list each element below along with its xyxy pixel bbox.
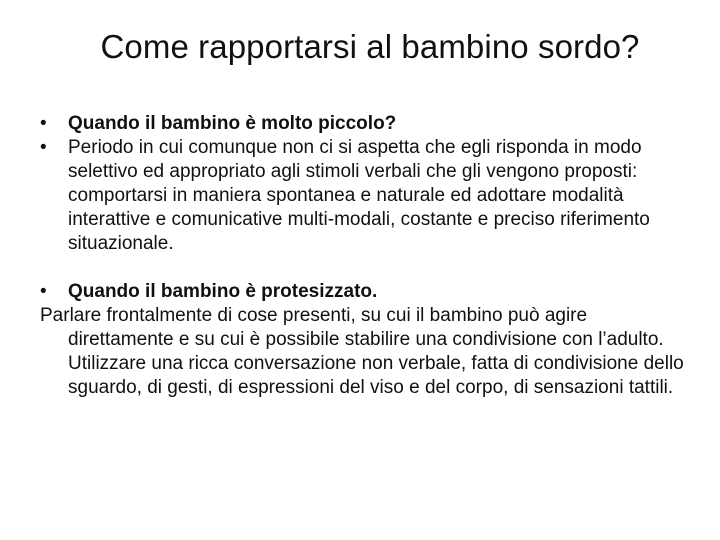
bullet-item-small-child	[40, 112, 690, 136]
bullet-text: Periodo in cui comunque non ci si aspetta che egli risponda in modo selettivo ed appropriato agli stimoli verbali che gli vengono proposti: comportarsi in maniera spontanea e naturale ed adottare modalità interattive e comunicative multi-modali, costante e preciso riferimento situazionale.	[68, 137, 650, 254]
bullet-item-prosthesis	[40, 280, 690, 304]
slide-title: Come rapportarsi al bambino sordo?	[100, 28, 640, 65]
bullet-item-period	[40, 136, 690, 256]
bullet-marker: •	[40, 281, 47, 302]
body-paragraph: Parlare frontalmente di cose presenti, su cui il bambino può agire direttamente e su cui è possibile stabilire una condivisione con l’adulto. Utilizzare una ricca conversazione non verbale, fatta di condivisione dello sguardo, di gesti, di espressioni del viso e del corpo, di sensazioni tattili.	[40, 305, 684, 398]
bullet-text: Quando il bambino è protesizzato.	[68, 281, 378, 302]
slide-body	[40, 112, 690, 400]
bullet-text: Quando il bambino è molto piccolo?	[68, 113, 397, 134]
bullet-marker: •	[40, 137, 47, 158]
bullet-marker: •	[40, 113, 47, 134]
spacer	[40, 256, 690, 280]
